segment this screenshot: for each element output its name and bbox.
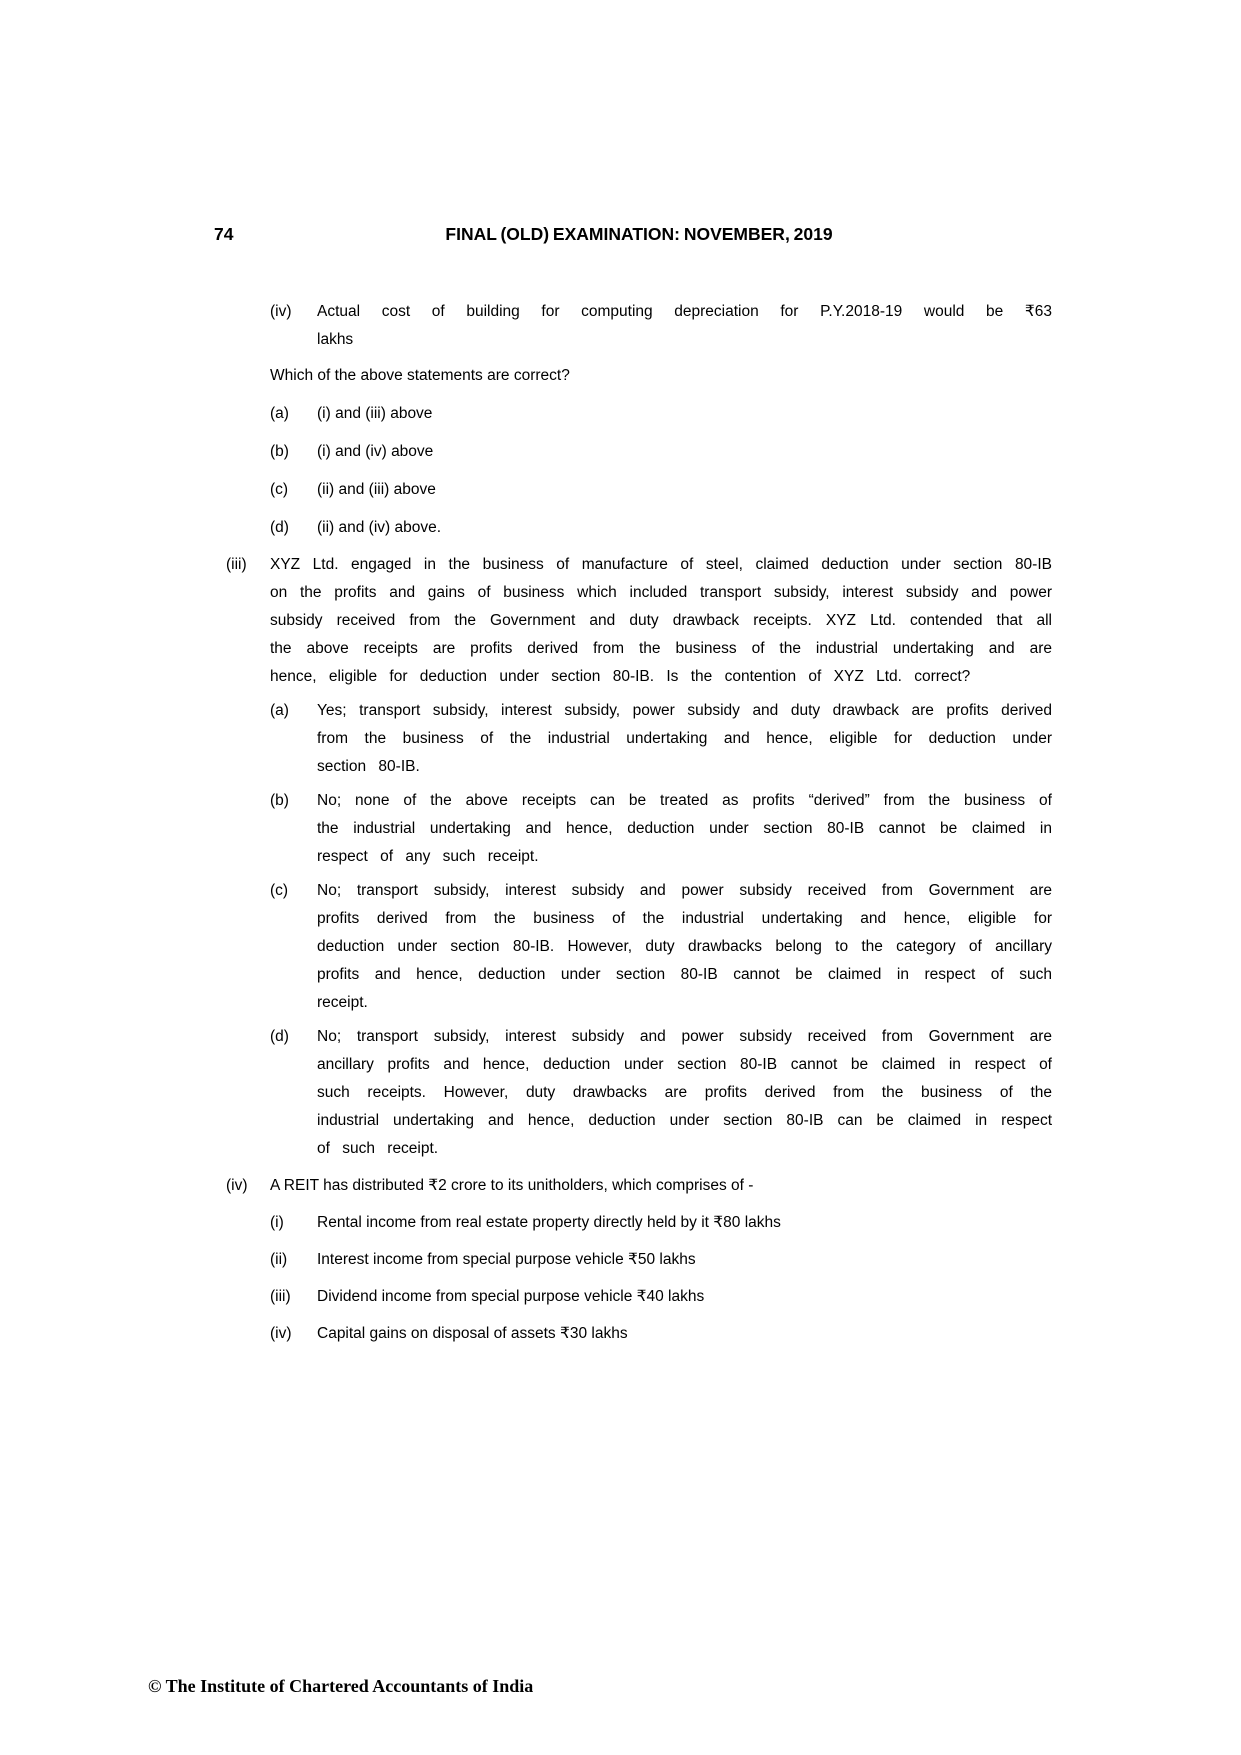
question-text: XYZ Ltd. engaged in the business of manufacture of steel, claimed deduction under section 80-IB on the profits and gains of business which included transport subsidy, interest subsidy and power subsidy received from the Government and duty drawback receipts. XYZ Ltd. contended that all the above receipts are profits derived from the business of the industrial undertaking and are hence, eligible for deduction under section 80-IB. Is the contention of XYZ Ltd. correct? (270, 556, 1052, 685)
question-marker: (iii) (226, 556, 247, 573)
page-number: 74 (214, 224, 234, 244)
list-marker: (iii) (270, 1288, 291, 1305)
question-iv-items (270, 1209, 1052, 1348)
question-stem (226, 551, 1052, 691)
list-marker: (iv) (270, 303, 292, 320)
question-marker: (iv) (226, 1177, 248, 1194)
question-iv (226, 1172, 1052, 1348)
list-item (270, 1246, 1052, 1274)
option-text: (i) and (iv) above (317, 443, 434, 460)
statement-text: Actual cost of building for computing depreciation for P.Y.2018-19 would be ₹63 lakhs (317, 303, 1052, 348)
option-row (270, 697, 1052, 781)
list-marker: (iv) (270, 1325, 292, 1342)
option-text: Yes; transport subsidy, interest subsidy, power subsidy and duty drawback are profits derived from the business of the industrial undertaking and hence, eligible for deduction under section 80-IB. (317, 702, 1052, 775)
question-fragment (270, 298, 1052, 542)
option-marker: (d) (270, 519, 289, 536)
option-text: (ii) and (iii) above (317, 481, 436, 498)
question-prompt: Which of the above statements are correct? (270, 367, 570, 384)
option-marker: (c) (270, 481, 289, 498)
page-footer: © The Institute of Chartered Accountants of India (148, 1676, 534, 1696)
question-stem (226, 1172, 1052, 1200)
list-marker: (ii) (270, 1251, 288, 1268)
option-marker: (b) (270, 792, 289, 809)
option-text: No; transport subsidy, interest subsidy and power subsidy received from Government are ancillary profits and hence, deduction under section 80-IB cannot be claimed in respect of such receipts. However, duty drawbacks are profits derived from the business of the industrial undertaking and hence, deduction under section 80-IB can be claimed in respect of such receipt. (317, 1028, 1052, 1157)
option-row (270, 476, 1052, 504)
option-row (270, 438, 1052, 466)
option-text: No; none of the above receipts can be treated as profits “derived” from the business of the industrial undertaking and hence, deduction under section 80-IB cannot be claimed in respect of any such receipt. (317, 792, 1052, 865)
option-marker: (b) (270, 443, 289, 460)
page-header (214, 224, 1052, 254)
option-marker: (a) (270, 405, 289, 422)
option-marker: (c) (270, 882, 289, 899)
question-iii (226, 551, 1052, 1163)
option-row (270, 877, 1052, 1017)
option-row (270, 787, 1052, 871)
question-text: A REIT has distributed ₹2 crore to its unitholders, which comprises of - (270, 1177, 754, 1194)
list-item (270, 1283, 1052, 1311)
option-text: (ii) and (iv) above. (317, 519, 442, 536)
statement-item (270, 298, 1052, 354)
page-body (226, 298, 1052, 1348)
question-iii-options (270, 697, 1052, 1163)
option-row (270, 514, 1052, 542)
list-item-text: Rental income from real estate property directly held by it ₹80 lakhs (317, 1214, 781, 1231)
option-marker: (d) (270, 1028, 289, 1045)
option-text: (i) and (iii) above (317, 405, 433, 422)
list-item (270, 1320, 1052, 1348)
list-item-text: Interest income from special purpose vehicle ₹50 lakhs (317, 1251, 696, 1268)
list-item-text: Capital gains on disposal of assets ₹30 lakhs (317, 1325, 628, 1342)
list-item-text: Dividend income from special purpose vehicle ₹40 lakhs (317, 1288, 705, 1305)
page-header-title: FINAL (OLD) EXAMINATION: NOVEMBER, 2019 (445, 224, 833, 244)
option-marker: (a) (270, 702, 289, 719)
list-item (270, 1209, 1052, 1237)
option-row (270, 1023, 1052, 1163)
option-text: No; transport subsidy, interest subsidy and power subsidy received from Government are profits derived from the business of the industrial undertaking and hence, eligible for deduction under section 80-IB. However, duty drawbacks belong to the category of ancillary profits and hence, deduction under section 80-IB cannot be claimed in respect of such receipt. (317, 882, 1052, 1011)
option-row (270, 400, 1052, 428)
list-marker: (i) (270, 1214, 284, 1231)
